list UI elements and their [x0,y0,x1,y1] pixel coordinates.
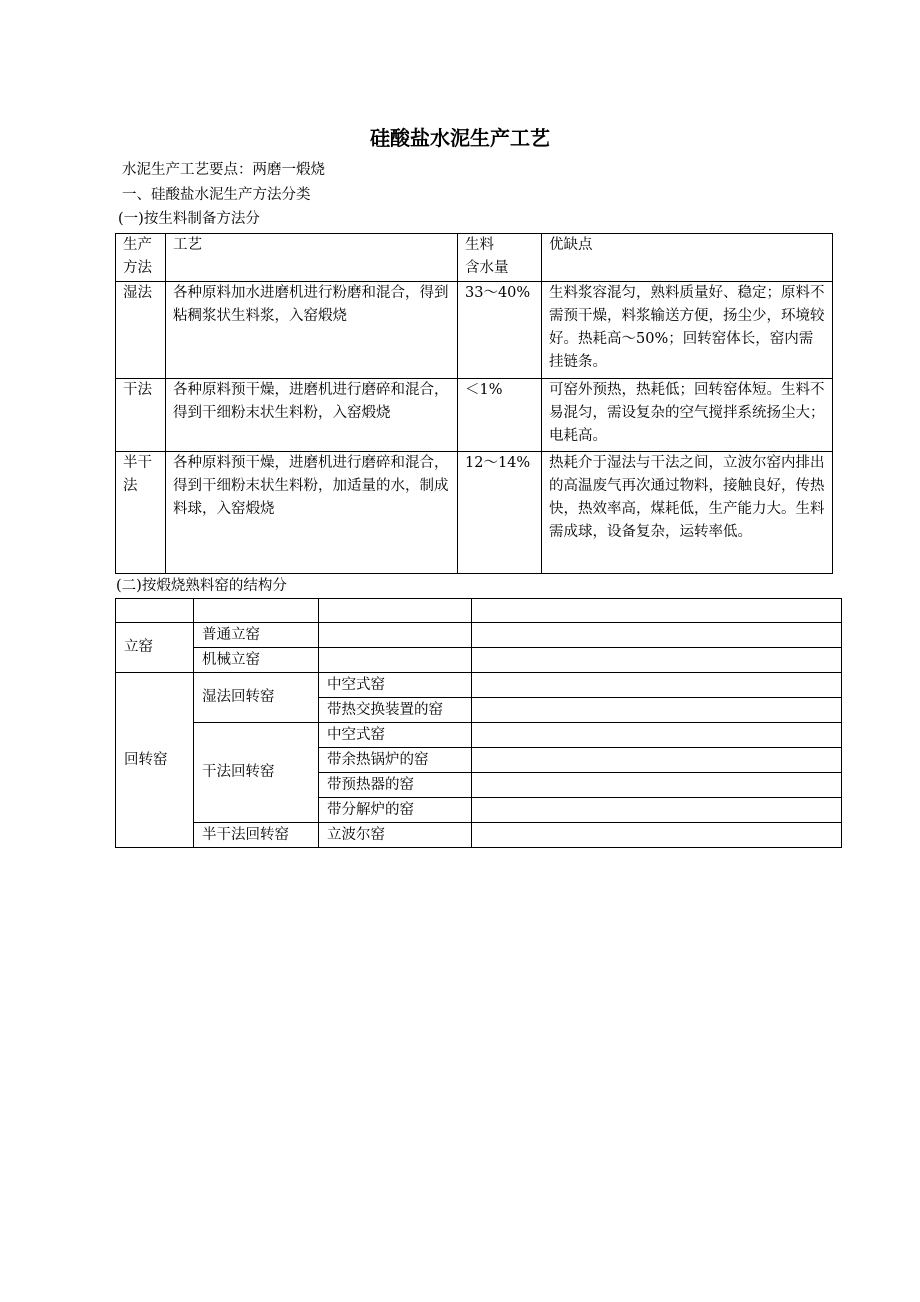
kiln-group-cell: 干法回转窑 [194,723,319,823]
kiln-subtype-cell: 带热交换装置的窑 [319,698,472,723]
kiln-type-cell: 机械立窑 [194,648,319,673]
empty-cell [472,648,842,673]
document-title: 硅酸盐水泥生产工艺 [370,126,550,150]
kiln-group-cell: 湿法回转窑 [194,673,319,723]
empty-cell [472,623,842,648]
header-process: 工艺 [166,234,458,282]
process-cell: 各种原料预干燥，进磨机进行磨碎和混合，得到干细粉末状生料粉，入窑煅烧 [166,379,458,452]
section-heading: 一、硅酸盐水泥生产方法分类 [122,187,311,203]
empty-cell [472,823,842,848]
kiln-category-cell: 立窑 [116,623,194,673]
kiln-subtype-cell: 中空式窑 [319,723,472,748]
kiln-structure-table [115,598,842,848]
empty-cell [472,798,842,823]
process-cell: 各种原料加水进磨机进行粉磨和混合，得到粘稠浆状生料浆，入窑煅烧 [166,282,458,379]
intro-line: 水泥生产工艺要点：两磨一煅烧 [122,162,325,178]
kiln-subtype-cell: 带预热器的窑 [319,773,472,798]
empty-cell [472,599,842,623]
table-row [116,282,833,379]
table-row [116,623,842,648]
kiln-subtype-cell: 带分解炉的窑 [319,798,472,823]
pros-cons-cell: 热耗介于湿法与干法之间，立波尔窑内排出的高温废气再次通过物料，接触良好，传热快，热效率高，煤耗低，生产能力大。生料需成球，设备复杂，运转率低。 [542,452,833,574]
table-header-row [116,234,833,282]
moisture-cell: ＜1% [458,379,542,452]
method-cell: 干法 [116,379,166,452]
header-moisture: 生料 含水量 [458,234,542,282]
empty-cell [319,648,472,673]
moisture-cell: 33～40% [458,282,542,379]
table-row [116,723,842,748]
kiln-subtype-cell: 带余热锅炉的窑 [319,748,472,773]
kiln-group-cell: 半干法回转窑 [194,823,319,848]
empty-cell [472,748,842,773]
empty-cell [472,773,842,798]
empty-cell [194,599,319,623]
empty-cell [472,698,842,723]
kiln-type-cell: 普通立窑 [194,623,319,648]
table-row [116,673,842,698]
kiln-subtype-cell: 中空式窑 [319,673,472,698]
empty-cell [472,723,842,748]
table-row [116,452,833,574]
empty-cell [319,623,472,648]
moisture-cell: 12～14% [458,452,542,574]
method-cell: 半干法 [116,452,166,574]
header-method: 生产 方法 [116,234,166,282]
method-cell: 湿法 [116,282,166,379]
subsection-heading: (二)按煅烧熟料窑的结构分 [116,578,287,594]
table-row [116,823,842,848]
table-row [116,379,833,452]
empty-cell [472,673,842,698]
table-row [116,648,842,673]
subsection-heading: (一)按生料制备方法分 [118,211,260,227]
kiln-category-cell: 回转窑 [116,673,194,848]
header-pros-cons: 优缺点 [542,234,833,282]
pros-cons-cell: 可窑外预热，热耗低；回转窑体短。生料不易混匀，需设复杂的空气搅拌系统扬尘大；电耗高。 [542,379,833,452]
pros-cons-cell: 生料浆容混匀，熟料质量好、稳定；原料不需预干燥，料浆输送方便，扬尘少，环境较好。热耗高～50%；回转窑体长，窑内需挂链条。 [542,282,833,379]
empty-cell [319,599,472,623]
empty-cell [116,599,194,623]
process-cell: 各种原料预干燥，进磨机进行磨碎和混合，得到干细粉末状生料粉，加适量的水，制成料球，入窑煅烧 [166,452,458,574]
table-row [116,599,842,623]
kiln-subtype-cell: 立波尔窑 [319,823,472,848]
production-method-table [115,233,833,574]
